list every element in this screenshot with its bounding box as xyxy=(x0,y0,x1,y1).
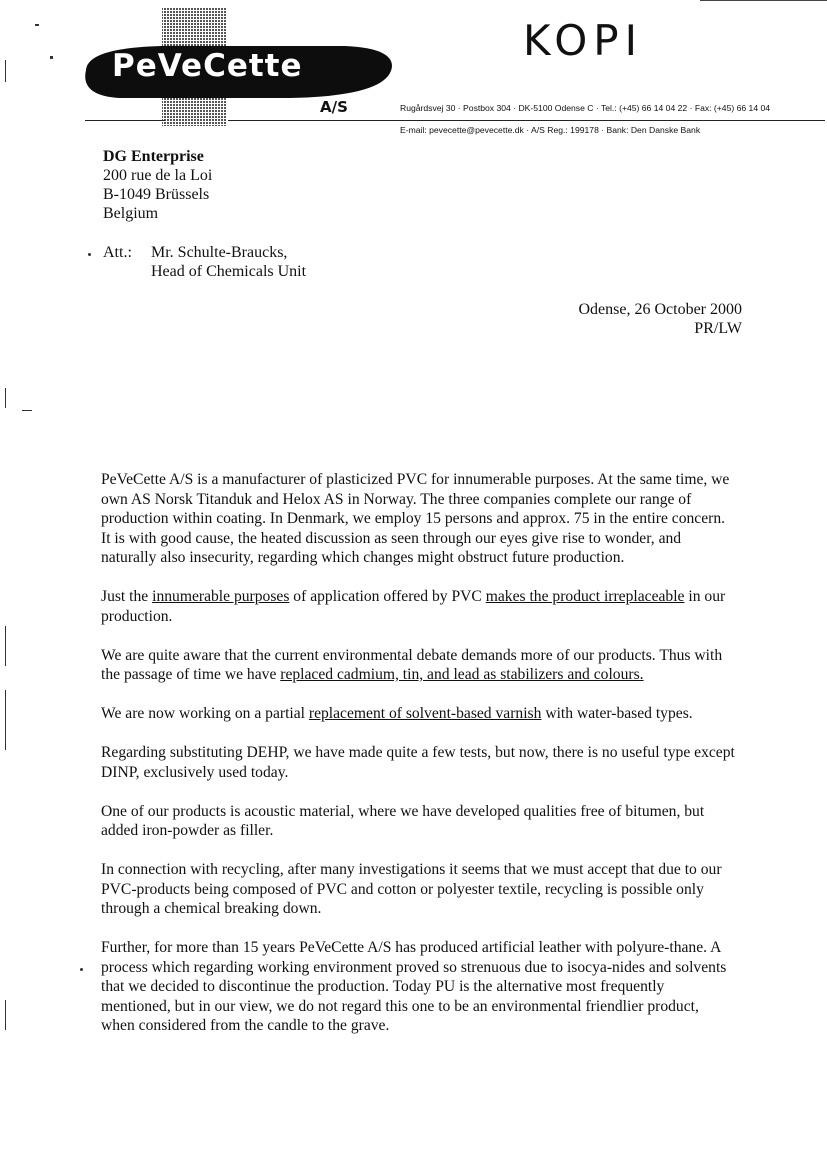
scan-mark xyxy=(50,56,53,59)
scan-mark xyxy=(22,410,32,411)
date-block xyxy=(578,300,742,338)
scan-mark xyxy=(80,968,83,971)
header-rule-left xyxy=(85,120,165,121)
paragraph-2-text-a: Just the xyxy=(101,588,153,605)
logo-wordmark: PeVeCette xyxy=(112,48,303,84)
paragraph-8: Further, for more than 15 years PeVeCette A/S has produced artificial leather with polyure-thane. A process which regarding working environment proved so strenuous due to isocya-nides and solvents that we decided to discontinue the production. Today PU is the alternative most frequently mentioned, but in our view, we do not regard this one to be an environmental friendlier product, when considered from the candle to the grave. xyxy=(101,939,727,1034)
paragraph-4-text-b: with water-based types. xyxy=(541,705,693,722)
paragraph-1: PeVeCette A/S is a manufacturer of plasticized PVC for innumerable purposes. At the same time, we own AS Norsk Titanduk and Helox AS in Norway. The three companies complete our range of production within coating. In Denmark, we employ 15 persons and approx. 75 in the entire concern. It is with good cause, the heated discussion as seen through our eyes give rise to wonder, and naturally also insecurity, regarding which changes might obstruct future production. xyxy=(101,471,730,566)
paragraph-4-text-a: We are now working on a partial xyxy=(101,705,309,722)
recipient-city: B-1049 Brüssels xyxy=(103,186,210,203)
paragraph-7: In connection with recycling, after many investigations it seems that we must accept that due to our PVC-products being composed of PVC and cotton or polyester textile, recycling is possible only through a chemical breaking down. xyxy=(101,861,722,917)
reference: PR/LW xyxy=(694,320,742,337)
paragraph-4 xyxy=(101,704,736,724)
paragraph-3-text-a: We are quite aware that the current environmental debate demands more of our products. Thus with the passage of time we have xyxy=(101,646,723,683)
paragraph-4-underline-1: replacement of solvent-based varnish xyxy=(308,705,542,722)
recipient-street: 200 rue de la Loi xyxy=(103,167,213,184)
recipient-address xyxy=(103,147,212,223)
attention-label: Att.: xyxy=(103,244,132,261)
paragraph-3-underline-1: replaced cadmium, tin, and lead as stabilizers and colours. xyxy=(280,666,644,683)
paragraph-2 xyxy=(101,587,736,626)
scan-mark xyxy=(88,253,91,256)
attention-body xyxy=(151,243,306,281)
header-rule-right xyxy=(228,120,825,121)
company-address: Rugårdsvej 30 · Postbox 304 · DK-5100 Odense C · Tel.: (+45) 66 14 04 22 · Fax: (+45) 66 14 04 xyxy=(400,103,771,113)
copy-stamp: KOPI xyxy=(523,16,644,65)
letter-body xyxy=(101,470,736,1055)
scan-mark xyxy=(35,24,39,26)
recipient-name: DG Enterprise xyxy=(103,148,204,165)
paragraph-2-text-c: in our production. xyxy=(101,588,726,625)
paragraph-3 xyxy=(101,646,736,685)
attention-person: Mr. Schulte-Braucks, xyxy=(151,244,288,261)
scan-mark xyxy=(5,388,6,408)
logo-hatch-bottom xyxy=(162,96,226,126)
paragraph-2-underline-1: innumerable purposes xyxy=(152,588,290,605)
attention-title: Head of Chemicals Unit xyxy=(151,263,307,280)
scan-mark xyxy=(5,60,6,82)
top-edge-line xyxy=(700,0,827,1)
logo-hatch-top xyxy=(162,8,226,46)
paragraph-6: One of our products is acoustic material, where we have developed qualities free of bitumen, but added iron-powder as filler. xyxy=(101,802,705,839)
recipient-country: Belgium xyxy=(103,205,159,222)
scan-mark xyxy=(5,690,6,750)
company-contact: E-mail: pevecette@pevecette.dk · A/S Reg.: 199178 · Bank: Den Danske Bank xyxy=(400,125,701,135)
logo-suffix: A/S xyxy=(320,98,348,116)
scan-mark xyxy=(5,1000,6,1030)
paragraph-5: Regarding substituting DEHP, we have made quite a few tests, but now, there is no useful type except DINP, exclusively used today. xyxy=(101,744,735,781)
scan-mark xyxy=(5,626,6,666)
paragraph-2-text-b: of application offered by PVC xyxy=(289,588,486,605)
paragraph-2-underline-2: makes the product irreplaceable xyxy=(485,588,685,605)
place-date: Odense, 26 October 2000 xyxy=(578,301,742,318)
